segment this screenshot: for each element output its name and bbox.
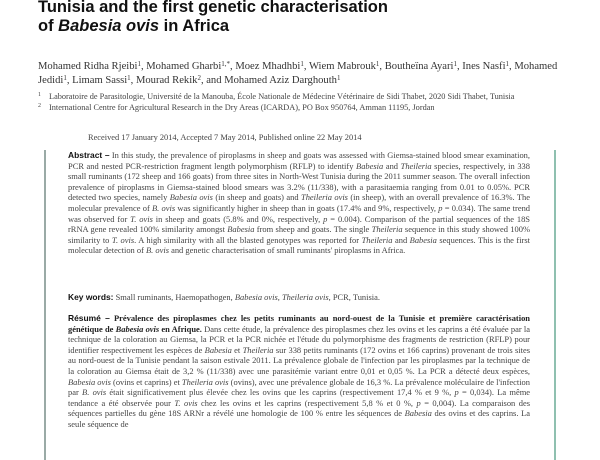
- keywords-label: Key words:: [68, 292, 114, 302]
- resume: Résumé – Prévalence des piroplasmes chez les petits ruminants au nord-ouest de la Tunisie et première caractérisation génétique de Babesia ovis en Afrique. Dans cette étude, la prévalence des piroplasmes chez les ovins et les caprins a été évaluée par la technique de la coloration au Giemsa, la PCR et la PCR nichée et l'étude du polymorphisme des fragments de restriction (RFLP) pour identifier respectivement les espèces de Babesia et Theileria sur 338 petits ruminants (172 ovins et 166 caprins) provenant de trois sites au nord-ouest de la Tunisie pendant la saison estivale 2011. La prévalence globale de l'infection par les piroplasmes par la technique de la coloration au Giemsa était de 3,2 % (11/338) avec une parasitémie variant entre 0,01 et 0,05 %. La PCR a détecté deux espèces, Babesia ovis (ovins et caprins) et Theileria ovis (ovins), avec une prévalence globale de 16,3 %. La prévalence moléculaire de l'infection par B. ovis était significativement plus élevée chez les ovins que les caprins (respectivement 17,4 % et 9 %, p = 0,034). La même tendance a été observée pour T. ovis chez les ovins et les caprins (respectivement 5,8 % et 0 %, p = 0,004). La comparaison des séquences partielles du gène 18S ARNr a révélé une homologie de 100 % entre les séquences de Babesia des ovins et des caprins. La seule séquence de: [68, 313, 531, 429]
- title-text: of: [38, 17, 59, 35]
- affiliation: 1 Laboratoire de Parasitologie, Université de la Manouba, École Nationale de Médecine Vétérinaire de Sidi Thabet, 2020 Sidi Thabet, Tunisia: [38, 92, 515, 101]
- author: Ines Nasfi$^1$: [462, 60, 510, 72]
- author: Mohamed Gharbi$^{1,*}$: [146, 60, 231, 72]
- author: Mourad Rekik$^2$: [135, 73, 201, 86]
- abstract: Abstract – In this study, the prevalence of piroplasms in sheep and goats was assessed with Giemsa-stained blood smear examination, PCR and nested PCR-restriction fragment length polymorphism (RFLP) to identify Babesia and Theileria species, respectively, in 338 small ruminants (172 sheep and 166 goats) from three sites in North-West Tunisia during the 2011 summer season. The overall infection prevalence of piroplasms in Giemsa-stained blood smears was 3.2% (11/338), with a parasitaemia ranging from 0.01 to 0.05%. PCR detected two species, namely Babesia ovis (in sheep and goats) and Theileria ovis (in sheep), with an overall prevalence of 16.3%. The molecular prevalence of B. ovis was significantly higher in sheep than in goats (17.4% and 9%, respectively, p = 0.034). The same trend was observed for T. ovis in sheep and goats (5.8% and 0%, respectively, p = 0.004). Comparison of the partial sequences of the 18S rRNA gene revealed 100% similarity amongst Babesia from sheep and goats. The single Theileria sequence in this study showed 100% similarity to T. ovis. A high similarity with all the blasted genotypes was reported for Theileria and Babesia sequences. This is the first molecular detection of B. ovis and genetic characterisation of small ruminants' piroplasms in Africa.: [68, 150, 531, 256]
- title-line-2: [38, 17, 558, 36]
- author: Limam Sassi$^1$: [72, 73, 131, 86]
- author: Mohamed Jedidi$^1$: [38, 61, 558, 86]
- author: Moez Mhadhbi$^1$: [235, 60, 304, 72]
- publication-dates: Received 17 January 2014, Accepted 7 May 2014, Published online 22 May 2014: [88, 133, 362, 142]
- affiliations: [38, 92, 558, 113]
- keywords: Key words: Small ruminants, Haemopathogen, Babesia ovis, Theileria ovis, PCR, Tunisia.: [68, 292, 380, 302]
- author: Mohamed Aziz Darghouth$^1$: [224, 73, 341, 86]
- author: Boutheïna Ayari$^1$: [384, 60, 457, 72]
- affiliation: 2 International Centre for Agricultural Research in the Dry Areas (ICARDA), PO Box 950764, Amman 11195, Jordan: [38, 102, 435, 112]
- author: Mohamed Ridha Rjeibi$^1$: [38, 60, 141, 72]
- title-text: in Africa: [159, 17, 230, 35]
- resume-title: Prévalence des piroplasmes chez les petits ruminants au nord-ouest de la Tunisie et première caractérisation génétique de Babesia ovis en Afrique.: [68, 313, 530, 334]
- paper-title: [38, 0, 558, 36]
- title-species: Babesia ovis: [58, 17, 160, 35]
- abstract-label: Abstract –: [68, 150, 110, 160]
- title-line-1: Tunisia and the first genetic characterisation: [38, 0, 388, 16]
- author-list: Mohamed Ridha Rjeibi$^1$, Mohamed Gharbi$^{1,*}$, Moez Mhadhbi$^1$, Wiem Mabrouk$^1$, Boutheïna Ayari$^1$, Ines Nasfi$^1$, Mohamed Jedidi$^1$, Limam Sassi$^1$, Mourad Rekik$^2$, and Mohamed Aziz Darghouth$^1$: [38, 60, 558, 86]
- author: Wiem Mabrouk$^1$: [308, 60, 380, 72]
- resume-label: Résumé –: [68, 313, 110, 323]
